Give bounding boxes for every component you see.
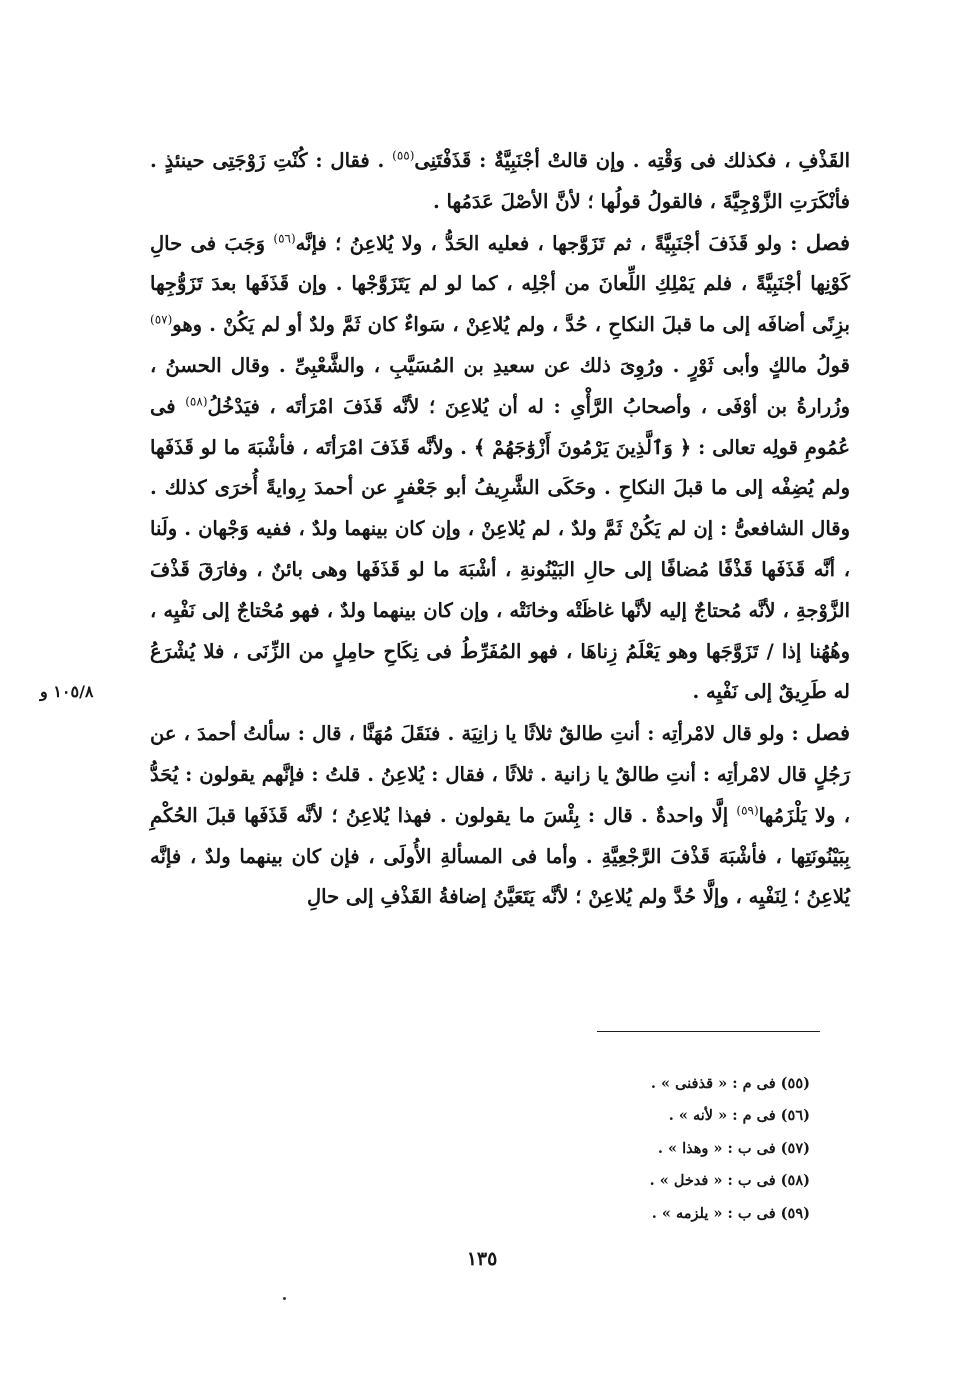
footnote-ref-57[interactable]: (٥٧)	[150, 312, 173, 327]
paragraph-lead: فصل	[805, 720, 850, 746]
text-segment: فى عُمُومِ قولِه تعالى : ﴿ وَٱلَّذِينَ يَرْمُونَ أَزْوَٰجَهُمْ ﴾ . ولأنَّه قَذَفَ امْرَأتَه ، فأشْبَهَ ما لو قَذَفَها ولم يُضِفْه إلى ما قبلَ النكاحِ . وحَكَى الشَّرِيفُ أبو جَعْفرٍ عن أحمدَ رِوايةً أُخرَى كذلك . وقال الشافعىُّ : إن لم يَكُنْ ثَمَّ ولدٌ ، لم يُلاعِنْ ، وإن كان بينهما ولدٌ ، ففيه وَجْهان . ولَنا ، أنَّه قَذَفَها قَذْفًا مُضافًا إلى حالِ البَيْنُونةِ ، أشْبَهَ ما لو قَذَفَها وهى بائنٌ ، وفارَقَ قَذْفَ الزَّوْجةِ ، لأنَّه مُحتاجٌ إليه لأنَّها غاظَتْه وخانَتْه ، وإن كان بينهما ولدٌ ، فهو مُحْتاجٌ إلى نَفْيِه ، وهُهُنا إذا / تَزَوَّجَها وهو يَعْلَمُ زِناهَا ، فهو المُفَرِّطُ فى نِكَاحِ حامِلٍ من الزِّنَى ، فلا يُشْرَعُ له طَرِيقٌ إلى نَفْيِه .	[150, 394, 850, 704]
footnote-55: (٥٥) فى م : « قذفنى » .	[650, 1075, 810, 1092]
footnote-ref-56[interactable]: (٥٦)	[273, 231, 296, 246]
footnote-59: (٥٩) فى ب : « يلزمه » .	[651, 1204, 810, 1222]
paragraph-lead: فصل	[805, 229, 850, 255]
text-segment: قولُ مالكٍ وأبى ثَوْرٍ . ورُوِىَ ذلك عن سعيدِ بن المُسَيَّبِ ، والشَّعْبِىِّ . وقال الحسنُ ، وزُرارةُ بن أوْفَى ، وأصحابُ الرَّأْىِ : له أن يُلاعِنَ ؛ لأنَّه قَذَفَ امْرَأتَه ، فيَدْخُلُ	[150, 353, 850, 418]
margin-page-reference: ١٠٥/٨ و	[40, 682, 94, 701]
main-text	[150, 140, 850, 918]
footnote-58: (٥٨) فى ب : « فدخل » .	[649, 1172, 810, 1190]
text-segment: : ولو قَذَفَ أجْنَبِيَّةً ، ثم تَزَوَّجها ، فعليه الحَدُّ ، ولا يُلاعِنُ ؛ فإنَّه	[295, 231, 806, 255]
footnotes	[560, 1068, 810, 1230]
footnote-ref-58[interactable]: (٥٨)	[185, 394, 208, 409]
text-segment: . فقال : كُنْتِ زَوْجَتِى حينئذٍ . فأنْكَرَتِ الزَّوْجِيَّةَ ، فالقولُ قولُها ؛ لأنَّ الأصْلَ عَدَمُها .	[150, 149, 850, 213]
paragraph-3	[150, 713, 850, 918]
text-segment: إلَّا واحدةٌ . قال : بِئْسَ ما يقولون . فهذا يُلاعِنُ ؛ لأنَّه قَذَفَها قبلَ الحُكْمِ بِبَيْنُونَتِها ، فأشْبَهَ قَذْفَ الرَّجْعِيَّةِ . وأما فى المسألةِ الأُولَى ، فإن كان بينهما ولدٌ ، فإنَّه يُلاعِنُ ؛ لِنَفْيِه ، وإلَّا حُدَّ ولم يُلاعِنْ ؛ لأنَّه يَتَعَيَّنُ إضافةُ القَذْفِ إلى حالِ	[150, 803, 850, 909]
footnote-57: (٥٧) فى ب : « وهذا » .	[657, 1139, 810, 1157]
footnote-ref-55[interactable]: (٥٥)	[392, 148, 415, 163]
paragraph-1	[150, 140, 850, 223]
scan-speck	[283, 1297, 286, 1300]
text-segment: : ولو قال لامْرأتِه : أنتِ طالقٌ ثلاثًا يا زانِيَة . فنَقَلَ مُهَنَّا ، قال : سألتُ أحمدَ ، عن رَجُلٍ قال لامْرأتِه : أنتِ طالقٌ يا زانية . ثلاثًا ، فقال : يُلاعِنُ . قلتُ : فإنَّهم يقولون : يُحَدُّ ، ولا يَلْزَمُها	[150, 722, 850, 827]
footnote-56: (٥٦) فى م : « لأنه » .	[668, 1107, 810, 1125]
paragraph-2	[150, 223, 850, 714]
page-number: ١٣٥	[466, 1248, 498, 1270]
text-segment: وَجَبَ فى حالِ كَوْنِها أجْنَبِيَّةً ، فلم يَمْلِكِ اللِّعانَ من أجْلِه ، كما لو لم يَتَزَوَّجْها . وإن قَذَفَها بعدَ تَزَوُّجِها بزِنًى أضافَه إلى ما قبلَ النكاحِ ، حُدَّ ، ولم يُلاعِنْ ، سَواءٌ كان ثَمَّ ولدٌ أو لم يَكُنْ . وهو	[150, 231, 850, 337]
footnote-ref-59[interactable]: (٥٩)	[736, 803, 759, 818]
text-segment: القَذْفِ ، فكذلك فى وَقْتِه . وإن قالتْ أجْنَبِيَّةٌ : قَذَفْتَنِى	[414, 149, 850, 172]
footnote-separator	[597, 1031, 820, 1032]
